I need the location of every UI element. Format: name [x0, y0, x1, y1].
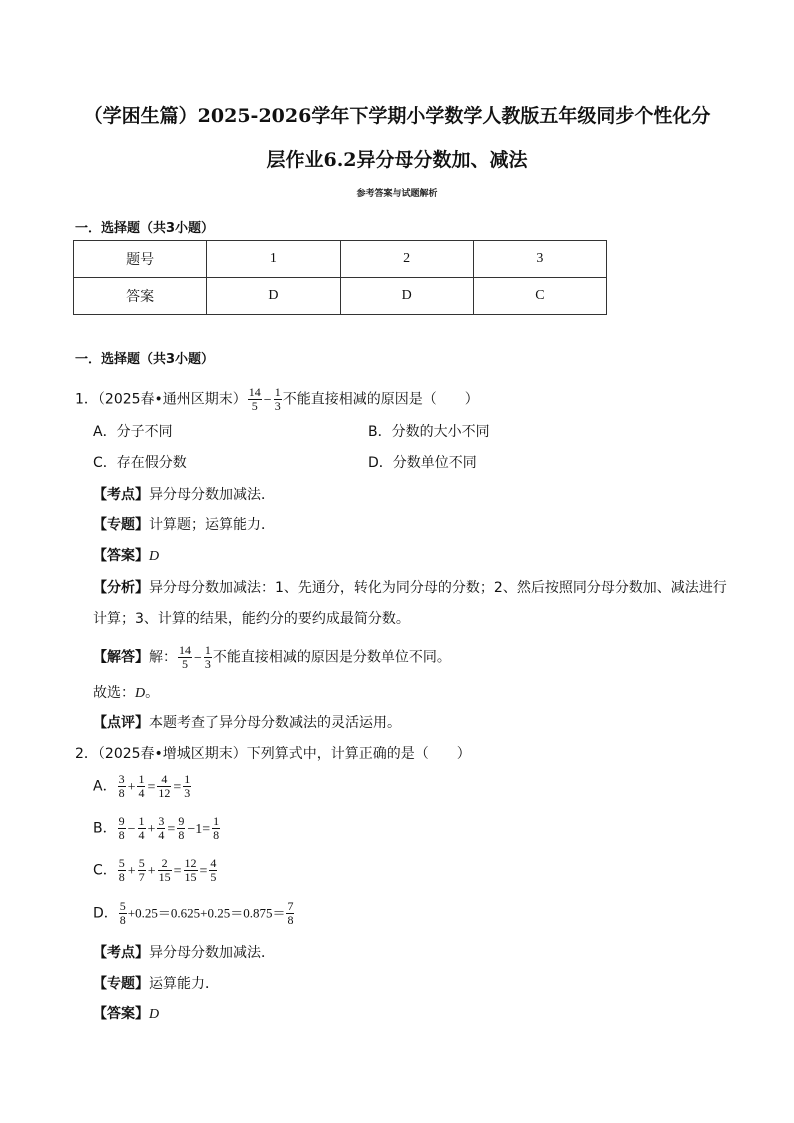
label-tag: 【专题】 [93, 517, 149, 533]
fraction: $\frac{1}{4}$ [138, 772, 145, 800]
fraction: $\frac{1}{3}$ [274, 385, 281, 413]
operator: = [173, 779, 182, 795]
q2-option-d [93, 900, 295, 927]
table-row [74, 241, 607, 278]
q1-fenxi-cont: 计算；3、计算的结果，能约分的要约成最简分数。 [93, 611, 410, 627]
label-tag: 【答案】 [93, 1006, 149, 1022]
fraction: $\frac{1}{3}$ [204, 643, 211, 671]
operator: + [127, 779, 136, 795]
q2-daan [93, 1005, 159, 1024]
expression: +0.25＝0.625+0.25＝0.875＝ [127, 905, 286, 921]
q1-stem-tail: 不能直接相减的原因是（ ） [282, 391, 479, 408]
label-tag: 【点评】 [93, 715, 149, 731]
label-tag: 【答案】 [93, 548, 149, 564]
answer-value: D [149, 1007, 160, 1022]
q2-option-a [93, 773, 192, 800]
q2-option-c [93, 857, 218, 884]
table-row [74, 278, 607, 315]
option-label: A． [93, 778, 117, 795]
fraction: $\frac{4}{5}$ [210, 856, 217, 884]
operator: = [167, 821, 176, 837]
operator: + [147, 821, 156, 837]
q1-dianping [93, 714, 401, 732]
fraction: $\frac{4}{12}$ [158, 772, 171, 800]
option-label: D． [93, 905, 118, 922]
q1-kaodian [93, 486, 275, 504]
fraction: $\frac{12}{15}$ [184, 856, 197, 884]
operator: = [173, 863, 182, 879]
section-heading-questions: 一．选择题（共3小题） [75, 352, 215, 367]
zhuanti-text: 运算能力． [149, 976, 219, 992]
q1-guxuan [93, 684, 159, 703]
q1-prefix: 1．（2025春•通州区期末） [75, 391, 247, 408]
table-cell: D [207, 278, 340, 315]
label-tag: 【解答】 [93, 649, 149, 666]
fenxi-text: 异分母分数加减法：1、先通分，转化为同分母的分数；2、然后按照同分母分数加、减法进行 [149, 580, 727, 596]
q1-option-a: A．分子不同 [93, 424, 173, 440]
fraction: $\frac{1}{8}$ [213, 814, 220, 842]
fraction: $\frac{5}{8}$ [119, 899, 126, 927]
fraction: $\frac{1}{3}$ [184, 772, 191, 800]
q1-jieda [93, 644, 451, 671]
zhuanti-text: 计算题；运算能力． [149, 517, 275, 533]
operator: − [194, 650, 202, 666]
answer-value: D [149, 549, 160, 564]
q2-kaodian [93, 944, 275, 962]
table-cell: D [340, 278, 473, 315]
operator: = [199, 863, 208, 879]
jieda-text: 不能直接相减的原因是分数单位不同。 [212, 649, 451, 666]
table-cell: 答案 [74, 278, 207, 315]
operator: + [127, 863, 136, 879]
label-tag: 【考点】 [93, 487, 149, 503]
answer-table [73, 240, 607, 315]
fraction: $\frac{9}{8}$ [118, 814, 125, 842]
q1-option-c: C．存在假分数 [93, 455, 187, 471]
fraction: $\frac{5}{7}$ [138, 856, 145, 884]
table-cell: 1 [207, 241, 340, 278]
fraction: $\frac{3}{8}$ [118, 772, 125, 800]
section-heading-answers: 一．选择题（共3小题） [75, 221, 215, 236]
table-cell: 3 [473, 241, 606, 278]
q1-daan [93, 547, 159, 566]
subtitle: 参考答案与试题解析 [356, 189, 438, 199]
q1-stem [75, 386, 479, 413]
dianping-text: 本题考查了异分母分数减法的灵活运用。 [149, 715, 401, 731]
fraction: $\frac{7}{8}$ [287, 899, 294, 927]
fraction: $\frac{14}{5}$ [179, 643, 191, 671]
fraction: $\frac{14}{5}$ [248, 385, 261, 413]
fraction: $\frac{1}{4}$ [138, 814, 145, 842]
table-cell: 2 [340, 241, 473, 278]
option-label: C． [93, 862, 117, 879]
q2-stem: 2．（2025春•增城区期末）下列算式中，计算正确的是（ ） [75, 746, 471, 762]
fraction: $\frac{5}{8}$ [118, 856, 125, 884]
label-tag: 【分析】 [93, 580, 149, 596]
operator: − [263, 392, 272, 408]
label-tag: 【考点】 [93, 945, 149, 961]
operator: −1= [187, 821, 211, 837]
operator: − [127, 821, 136, 837]
operator: = [147, 779, 156, 795]
fraction: $\frac{9}{8}$ [178, 814, 185, 842]
q1-zhuanti [93, 516, 275, 534]
q2-option-b [93, 815, 221, 842]
fraction: $\frac{3}{4}$ [158, 814, 165, 842]
q1-fenxi [93, 579, 727, 597]
jieda-prefix: 解： [149, 649, 177, 666]
option-label: B． [93, 820, 117, 837]
kaodian-text: 异分母分数加减法． [149, 945, 275, 961]
guxuan-prefix: 故选： [93, 685, 135, 701]
title-line-1: （学困生篇）2025-2026学年下学期小学数学人教版五年级同步个性化分 [83, 105, 711, 127]
table-cell: 题号 [74, 241, 207, 278]
title-line-2: 层作业6.2异分母分数加、减法 [266, 149, 528, 171]
q2-zhuanti [93, 975, 219, 993]
kaodian-text: 异分母分数加减法． [149, 487, 275, 503]
q1-option-d: D．分数单位不同 [368, 455, 477, 471]
table-cell: C [473, 278, 606, 315]
operator: + [147, 863, 156, 879]
fraction: $\frac{2}{15}$ [158, 856, 171, 884]
label-tag: 【专题】 [93, 976, 149, 992]
guxuan-answer: D [135, 686, 146, 701]
q1-option-b: B．分数的大小不同 [368, 424, 490, 440]
guxuan-end: 。 [145, 685, 160, 701]
